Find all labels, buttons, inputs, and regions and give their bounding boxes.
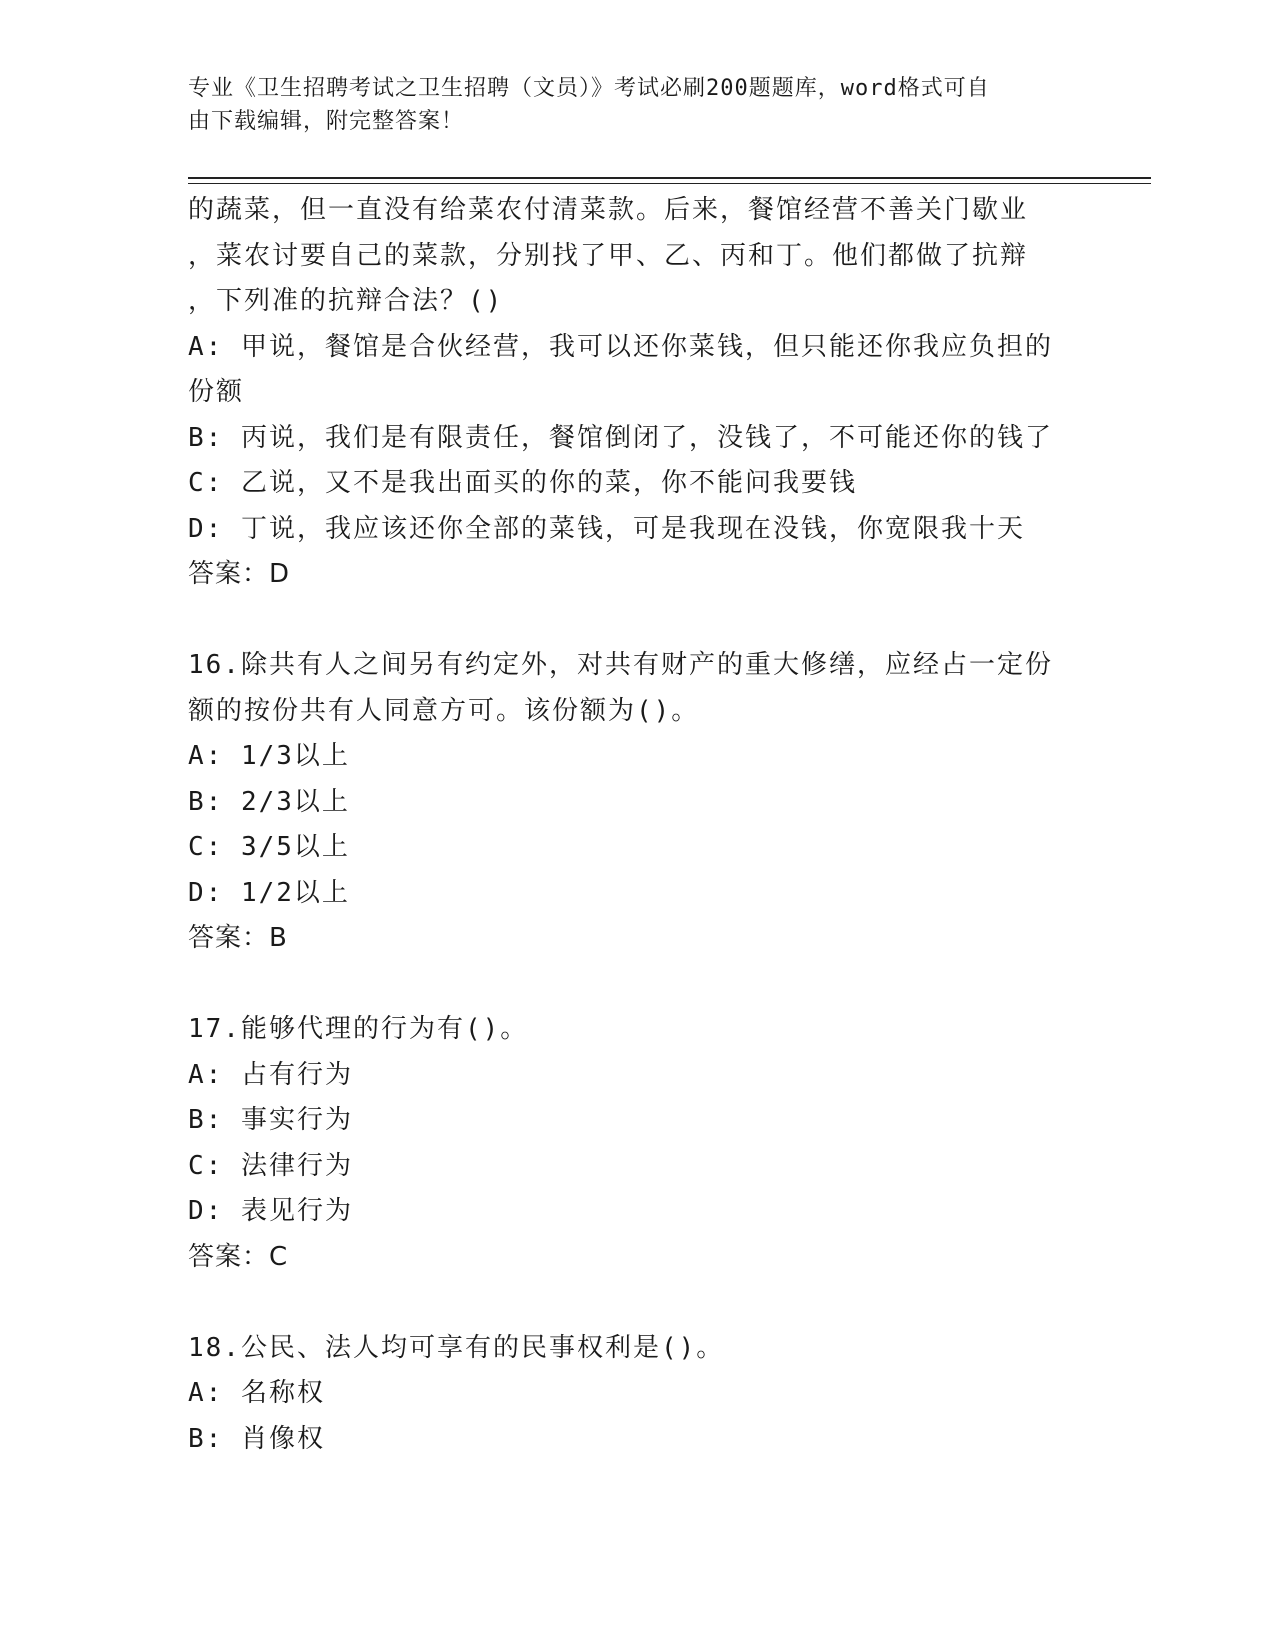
spacer: [188, 1280, 1068, 1326]
spacer: [188, 962, 1068, 1008]
answer-label: 答案：C: [188, 1241, 289, 1272]
option-d: D: 1/2以上: [188, 877, 350, 908]
header-title-line-1: 专业《卫生招聘考试之卫生招聘（文员）》考试必刷200题题库，word格式可自: [188, 76, 990, 101]
option-a-continued: 份额: [188, 377, 245, 407]
question-18: [188, 1326, 1068, 1463]
header-divider-thick: [188, 177, 1151, 179]
question-15: [188, 188, 1068, 598]
answer-label: 答案：D: [188, 559, 291, 589]
option-a: A: 名称权: [188, 1378, 325, 1408]
option-c: C: 3/5以上: [188, 832, 350, 862]
question-stem: 16.除共有人之间另有约定外，对共有财产的重大修缮，应经占一定份: [188, 650, 1053, 680]
question-stem: 18.公民、法人均可享有的民事权利是()。: [188, 1332, 725, 1363]
spacer: [188, 598, 1068, 644]
option-b: B: 丙说，我们是有限责任，餐馆倒闭了，没钱了，不可能还你的钱了: [188, 422, 1053, 453]
header-divider-thin: [188, 183, 1151, 184]
header-title-line-2: 由下载编辑，附完整答案！: [188, 109, 465, 134]
question-16: [188, 643, 1068, 962]
option-a: A: 甲说，餐馆是合伙经营，我可以还你菜钱，但只能还你我应负担的: [188, 331, 1053, 362]
question-stem: 的蔬菜，但一直没有给菜农付清菜款。后来，餐馆经营不善关门歇业: [188, 195, 1029, 225]
option-a: A: 1/3以上: [188, 741, 350, 771]
question-stem: 17.能够代理的行为有()。: [188, 1014, 529, 1044]
option-c: C: 乙说，又不是我出面买的你的菜，你不能问我要钱: [188, 468, 857, 498]
question-content: [188, 188, 1068, 1462]
option-d: D: 表见行为: [188, 1196, 353, 1226]
question-stem: 额的按份共有人同意方可。该份额为()。: [188, 695, 700, 726]
question-17: [188, 1007, 1068, 1280]
option-c: C: 法律行为: [188, 1150, 353, 1181]
option-d: D: 丁说，我应该还你全部的菜钱，可是我现在没钱，你宽限我十天: [188, 513, 1025, 544]
question-stem: ，下列准的抗辩合法？(): [188, 286, 504, 316]
option-a: A: 占有行为: [188, 1059, 353, 1090]
option-b: B: 2/3以上: [188, 786, 350, 817]
document-header: [188, 72, 1068, 138]
answer-label: 答案：B: [188, 923, 288, 953]
option-b: B: 事实行为: [188, 1105, 353, 1135]
question-stem: ，菜农讨要自己的菜款，分别找了甲、乙、丙和丁。他们都做了抗辩: [188, 240, 1029, 271]
option-b: B: 肖像权: [188, 1423, 325, 1454]
